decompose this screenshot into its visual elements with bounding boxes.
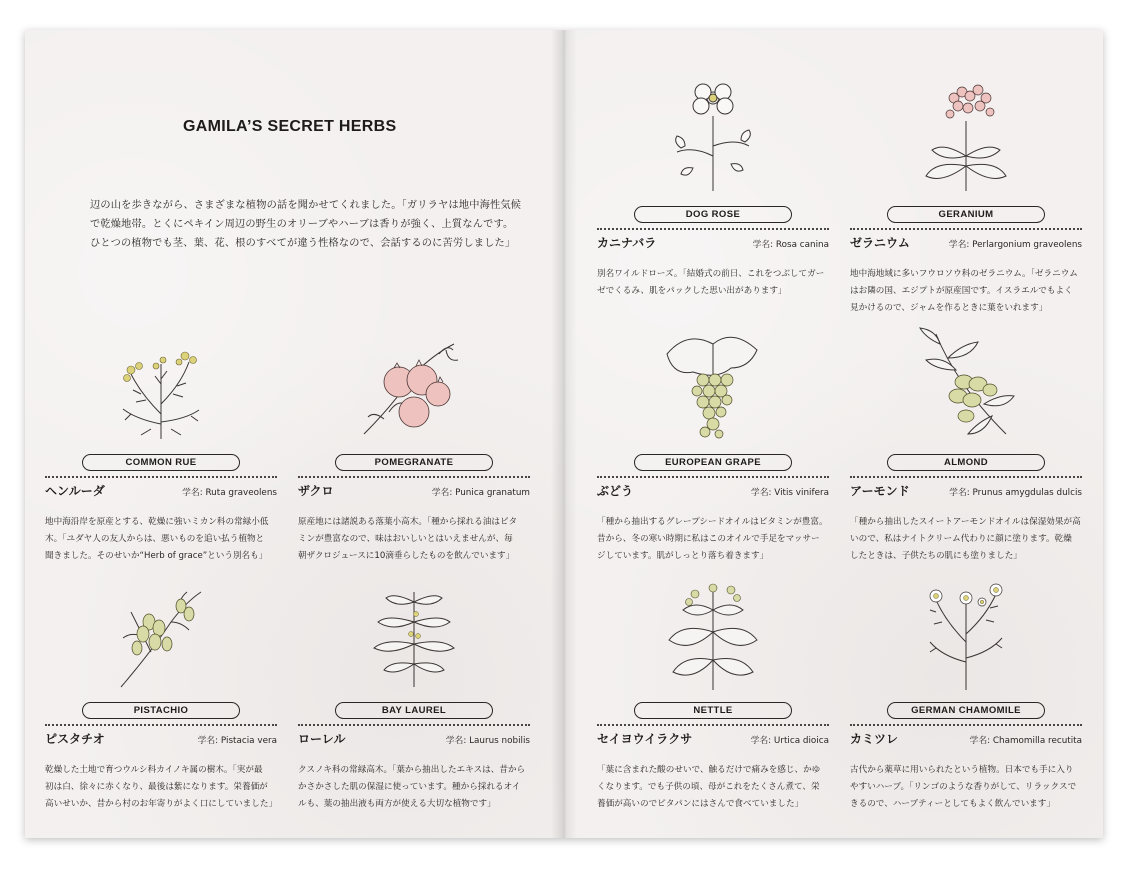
herb-jp-name: アーモンド [850,484,910,498]
herb-jp-name: ゼラニウム [850,236,910,250]
desc-line: 初は白、徐々に赤くなり、最後は紫になります。栄養価が [45,782,268,792]
herb-label-pill: GERMAN CHAMOMILE [887,702,1045,719]
desc-line: したときは、子供たちの肌にも塗りました」 [850,551,1022,561]
desc-line: 「葉に含まれた酸のせいで、触るだけで痛みを感じ、かゆ [597,765,821,775]
herb-jp-name: カニナバラ [597,236,657,250]
herb-scientific-name: 学名: Chamomilla recutita [969,736,1082,746]
desc-line: 「種から抽出したスイートアーモンドオイルは保湿効果が高 [850,517,1081,527]
desc-line: 養価が高いのでピタパンにはさんで食べていました」 [597,799,804,809]
herb-description [298,514,530,565]
desc-line: 高いせいか、昔から村のお年寄りがよく口にしていました」 [45,799,278,809]
herb-description [597,266,829,300]
intro-line: ひとつの植物でも茎、葉、花、根のすべてが違う性格なので、会話するのに苦労しました」 [90,238,516,249]
herb-description [850,762,1082,813]
desc-line: ゼでくるみ、肌をパックした思い出があります」 [597,286,787,296]
herb-label-pill: ALMOND [887,454,1045,471]
desc-line: 原産地には諸説ある落葉小高木。「種から採れる油はビタ [298,517,518,527]
herb-description [45,514,277,565]
herb-jp-name: ピスタチオ [45,732,105,746]
desc-line: いので、私はナイトクリーム代わりに顔に塗ります。乾燥 [850,534,1072,544]
herb-label-pill: POMEGRANATE [335,454,493,471]
dotted-divider [597,476,829,478]
desc-line: 聞きました。そのせいか“Herb of grace”という別名も」 [45,551,268,561]
desc-line: 昔から、冬の寒い時期に私はこのオイルで手足をマッサー [597,534,820,544]
left-page [25,30,564,838]
pomegranate-illustration-icon [354,324,474,444]
herb-label-pill: BAY LAUREL [335,702,493,719]
dotted-divider [850,228,1082,230]
intro-line: で乾燥地帯。とくにペキイン周辺の野生のオリーブやハーブは香りが強く、上質なんです。 [90,219,514,230]
herb-label-pill: NETTLE [634,702,792,719]
dotted-divider [298,476,530,478]
desc-line: 木。「ユダヤ人の友人からは、悪いものを追い払う植物と [45,534,265,544]
dotted-divider [597,724,829,726]
herb-scientific-name: 学名: Prunus amygdulas dulcis [949,488,1082,498]
dotted-divider [850,476,1082,478]
page-title: GAMILA’S SECRET HERBS [183,118,397,135]
nettle-illustration-icon [653,572,773,692]
herb-label-pill: PISTACHIO [82,702,240,719]
herb-scientific-name: 学名: Perlargonium graveolens [948,240,1082,250]
herb-label-pill: GERANIUM [887,206,1045,223]
herb-label-pill: DOG ROSE [634,206,792,223]
desc-line: 乾燥した土地で育つウルシ科カイノキ属の樹木。「実が最 [45,765,263,775]
intro-line: 辺の山を歩きながら、さまざまな植物の話を聞かせてくれました。「ガリラヤは地中海性気候 [90,200,522,211]
herb-jp-name: ザクロ [298,484,334,498]
desc-line: ミンが豊富なので、味はおいしいとはいえませんが、毎 [298,534,513,544]
herb-scientific-name: 学名: Rosa canina [752,240,829,250]
right-page [564,30,1103,838]
dog-rose-illustration-icon [653,76,773,196]
book-gutter-shadow [551,30,577,838]
desc-line: かさかさした肌の保湿に使っています。種から採れるオイ [298,782,521,792]
herb-description [298,762,530,813]
desc-line: ジしています。肌がしっとり落ち着きます」 [597,551,769,561]
herb-scientific-name: 学名: Vitis vinifera [750,488,829,498]
herb-description [597,762,829,813]
almond-illustration-icon [906,324,1026,444]
herb-scientific-name: 学名: Punica granatum [431,488,530,498]
desc-line: 古代から薬草に用いられたという植物。日本でも手に入り [850,765,1074,775]
pistachio-illustration-icon [101,572,221,692]
geranium-illustration-icon [906,76,1026,196]
herb-label-pill: COMMON RUE [82,454,240,471]
desc-line: きるので、ハーブティーとしてもよく飲んでいます」 [850,799,1055,809]
desc-line: 地中海地域に多いフウロソウ科のゼラニウム。「ゼラニウム [850,269,1078,279]
herb-description [597,514,829,565]
desc-line: ルも、葉の抽出液も両方が使える大切な植物です」 [298,799,496,809]
herb-jp-name: カミツレ [850,732,899,746]
desc-line: やすいハーブ。「リンゴのような香りがして、リラックスで [850,782,1077,792]
chamomile-illustration-icon [906,572,1026,692]
desc-line: くなります。でも子供の頃、母がこれをたくさん煮て、栄 [597,782,820,792]
desc-line: はお隣の国、エジプトが原産国です。イスラエルでもよく [850,286,1073,296]
herb-jp-name: ヘンルーダ [45,484,105,498]
herb-label-pill: EUROPEAN GRAPE [634,454,792,471]
desc-line: 朝ザクロジュースに10滴垂らしたものを飲んでいます」 [298,551,515,561]
desc-line: 見かけるので、ジャムを作るときに葉をいれます」 [850,303,1048,313]
herb-description [45,762,277,813]
herb-jp-name: ローレル [298,732,346,746]
magazine-spread [25,30,1103,838]
herb-description [850,514,1082,565]
herb-scientific-name: 学名: Ruta graveolens [182,488,277,498]
grape-illustration-icon [653,324,773,444]
dotted-divider [45,724,277,726]
dotted-divider [597,228,829,230]
intro-text [90,196,520,253]
dotted-divider [298,724,530,726]
desc-line: 「種から抽出するグレープシードオイルはビタミンが豊富。 [597,517,828,527]
herb-scientific-name: 学名: Urtica dioica [750,736,829,746]
herb-jp-name: ぶどう [597,484,634,498]
desc-line: 別名ワイルドローズ。「結婚式の前日、これをつぶしてガー [597,269,825,279]
rue-illustration-icon [101,324,221,444]
herb-scientific-name: 学名: Laurus nobilis [445,736,530,746]
bay-laurel-illustration-icon [354,572,474,692]
herb-jp-name: セイヨウイラクサ [597,732,693,746]
desc-line: 地中海沿岸を原産とする、乾燥に強いミカン科の常緑小低 [45,517,269,527]
dotted-divider [850,724,1082,726]
herb-scientific-name: 学名: Pistacia vera [197,736,277,746]
dotted-divider [45,476,277,478]
desc-line: クスノキ科の常緑高木。「葉から抽出したエキスは、昔から [298,765,526,775]
herb-description [850,266,1082,317]
